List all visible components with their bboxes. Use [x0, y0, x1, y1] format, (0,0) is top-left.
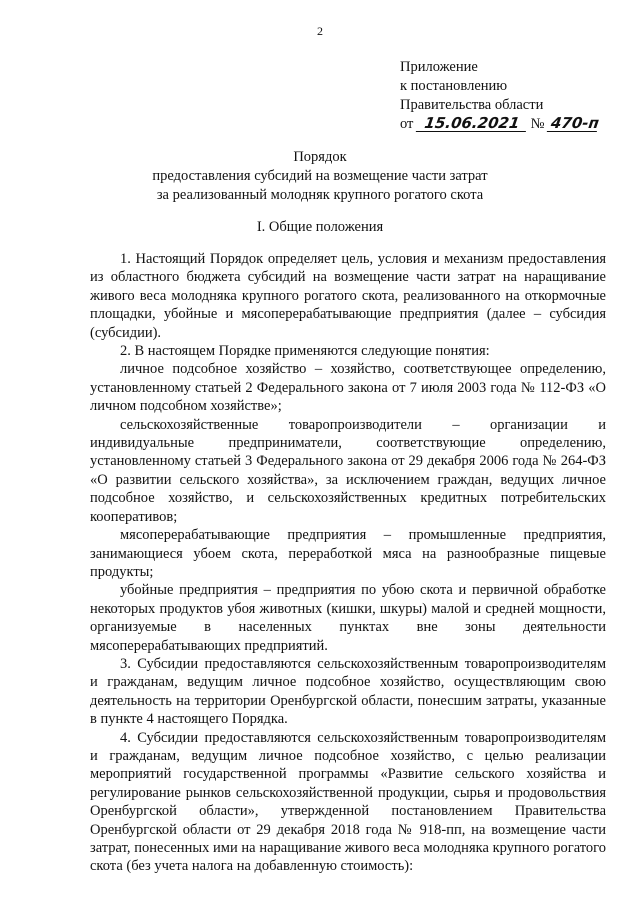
handwritten-date: 15.06.2021	[416, 115, 528, 132]
appendix-government: Правительства области	[400, 97, 544, 113]
document-title	[0, 148, 640, 205]
date-prefix: от	[400, 116, 414, 132]
definition-agricultural-producers: сельскохозяйственные товаропроизводители – организации и индивидуальные предприниматели, соответствующие определению, установленному статьей 3 Федерального закона от 29 декабря 2006 года № 264-ФЗ «О развитии сельского хозяйства», за исключением граждан, ведущих личное подсобное хозяйство, и сельскохозяйственных кредитных потребительских кооперативов;	[90, 416, 606, 525]
title-line-1: Порядок	[293, 149, 347, 165]
paragraph-1: 1. Настоящий Порядок определяет цель, условия и механизм предоставления из областного бюджета субсидий на возмещение части затрат на наращивание живого веса молодняка крупного рогатого скота, реализованного на откормочные площадки, убойные и мясоперерабатывающие предприятия (далее – субсидия (субсидии).	[90, 251, 606, 341]
number-prefix: №	[530, 116, 545, 132]
appendix-block	[400, 58, 601, 134]
document-body	[90, 250, 606, 876]
handwritten-number: 470-п	[547, 115, 599, 132]
appendix-title: Приложение	[400, 59, 478, 75]
title-line-3: за реализованный молодняк крупного рогатого скота	[156, 187, 484, 203]
appendix-date-line	[400, 114, 601, 134]
definition-meat-processing: мясоперерабатывающие предприятия – промышленные предприятия, занимающиеся убоем скота, переработкой мяса на разнообразные пищевые продукты;	[90, 527, 606, 580]
paragraph-2: 2. В настоящем Порядке применяются следующие понятия:	[120, 343, 490, 360]
definition-slaughter: убойные предприятия – предприятия по убою скота и первичной обработке некоторых продуктов убоя животных (кишки, шкуры) малой и средней мощности, организуемые в населенных пунктах вне зоны деятельности мясоперерабатывающих предприятий.	[90, 582, 606, 654]
appendix-resolution: к постановлению	[400, 78, 508, 94]
paragraph-3: 3. Субсидии предоставляются сельскохозяйственным товаропроизводителям и гражданам, ведущим личное подсобное хозяйство, осуществляющим свою деятельность на территории Оренбургской области, понесшим затраты, указанные в пункте 4 настоящего Порядка.	[90, 655, 606, 728]
section-heading: I. Общие положения	[256, 219, 384, 235]
paragraph-4: 4. Субсидии предоставляются сельскохозяйственным товаропроизводителям и гражданам, ведущим личное подсобное хозяйство, с целью реализации мероприятий государственной программы «Развитие сельского хозяйства и регулирование рынков сельскохозяйственной продукции, сырья и продовольствия Оренбургской области», утвержденной постановлением Правительства Оренбургской области от 29 декабря 2018 года № 918-пп, на возмещение части затрат, понесенных ими на наращивание живого веса молодняка крупного рогатого скота (без учета налога на добавленную стоимость):	[90, 729, 606, 875]
title-line-2: предоставления субсидий на возмещение части затрат	[152, 168, 488, 184]
definition-personal-farm: личное подсобное хозяйство – хозяйство, соответствующее определению, установленному статьей 2 Федерального закона от 7 июля 2003 года № 112-ФЗ «О личном подсобном хозяйстве»;	[90, 361, 606, 415]
page-number: 2	[317, 24, 323, 38]
